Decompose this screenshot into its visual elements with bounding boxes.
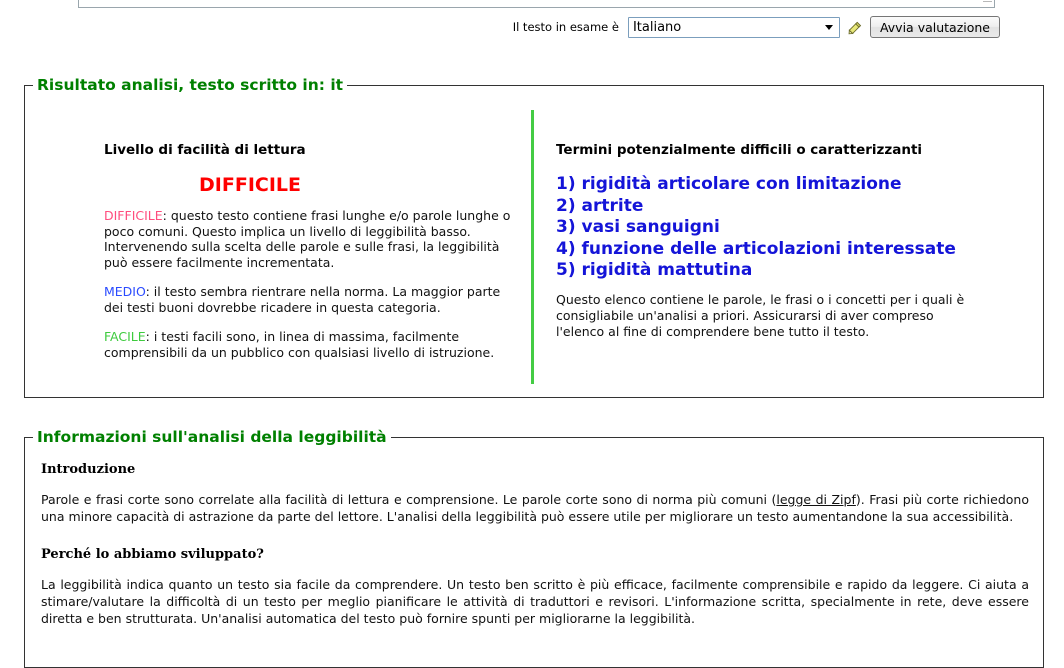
analysis-result-legend: Risultato analisi, testo scritto in: it (37, 76, 344, 94)
readability-level-heading: Livello di facilità di lettura (104, 142, 306, 158)
level-text-medio: : il testo sembra rientrare nella norma. La maggior parte dei testi buoni dovrebbe ricadere in questa categoria. (104, 284, 501, 315)
level-tag-difficile: DIFFICILE (104, 208, 163, 223)
info-text-before-link: Parole e frasi corte sono correlate alla facilità di lettura e comprensione. Le parole corte sono di norma più comuni ( (41, 492, 777, 507)
info-paragraph-introduzione (41, 491, 1029, 525)
level-description-facile (104, 329, 516, 360)
analysis-result-body (25, 94, 1043, 397)
difficult-terms-column (556, 142, 976, 340)
start-evaluation-button[interactable] (870, 16, 1000, 38)
evaluation-toolbar (0, 16, 1000, 38)
zipf-law-link[interactable]: legge di Zipf (776, 492, 856, 507)
difficult-term-item: 4) funzione delle articolazioni interessate (556, 238, 956, 259)
readability-info-legend: Informazioni sull'analisi della leggibilità (37, 428, 387, 446)
info-heading-perche: Perché lo abbiamo sviluppato? (41, 547, 264, 562)
difficult-terms-heading: Termini potenzialmente difficili o caratterizzanti (556, 142, 923, 158)
level-text-difficile: : questo testo contiene frasi lunghe e/o parole lunghe o poco comuni. Questo implica un livello di leggibilità basso. Intervenendo sulla scelta delle parole e sulle frasi, la leggibilità può essere facilmente incrementata. (104, 208, 511, 270)
level-tag-facile: FACILE (104, 329, 146, 344)
level-text-facile: : i testi facili sono, in linea di massima, facilmente comprensibili da un pubblico con qualsiasi livello di istruzione. (104, 329, 495, 360)
difficult-term-item: 1) rigidità articolare con limitazione (556, 174, 902, 194)
info-paragraph-perche: La leggibilità indica quanto un testo sia facile da comprendere. Un testo ben scritto è più efficace, facilmente comprensibile e rapido da leggere. Ci aiuta a stimare/valutare la difficoltà di un testo per meglio pianificare le attività di traduttori e revisori. L'informazione scritta, specialmente in rete, deve essere diretta e ben strutturata. Un'analisi automatica del testo può fornire spunti per migliorarne la leggibilità. (41, 577, 1029, 626)
readability-verdict: DIFFICILE (199, 174, 301, 196)
level-description-medio (104, 284, 516, 315)
language-select-value: Italiano (632, 19, 682, 35)
difficult-terms-list (556, 174, 976, 282)
readability-level-column (104, 142, 516, 360)
info-heading-introduzione: Introduzione (41, 462, 136, 477)
start-evaluation-label: Avvia valutazione (879, 19, 990, 35)
language-label: Il testo in esame è (512, 20, 619, 34)
level-description-difficile (104, 208, 516, 270)
difficult-terms-note: Questo elenco contiene le parole, le frasi o i concetti per i quali è consigliabile un'analisi a priori. Assicurarsi di aver compreso l'elenco al fine di comprendere bene tutto il testo. (556, 291, 965, 339)
difficult-term-item: 5) rigidità mattutina (556, 260, 753, 280)
readability-info-panel (24, 428, 1044, 668)
difficult-term-item: 2) artrite (556, 195, 644, 216)
analysis-result-panel (24, 76, 1044, 398)
difficult-term-item: 3) vasi sanguigni (556, 217, 720, 237)
column-divider (531, 110, 534, 384)
info-text-after-link: ). Frasi più corte richiedono una minore capacità di astrazione da parte del lettore. L'analisi della leggibilità può essere utile per migliorare un testo aumentandone la sua accessibilità. (41, 492, 1029, 524)
readability-info-body (25, 446, 1043, 627)
level-tag-medio: MEDIO (104, 284, 146, 299)
pencil-icon[interactable] (846, 19, 864, 37)
language-select[interactable] (628, 17, 840, 38)
source-text-textarea[interactable] (78, 0, 995, 8)
textarea-resize-grip[interactable] (979, 0, 992, 5)
chevron-down-icon (825, 25, 833, 30)
